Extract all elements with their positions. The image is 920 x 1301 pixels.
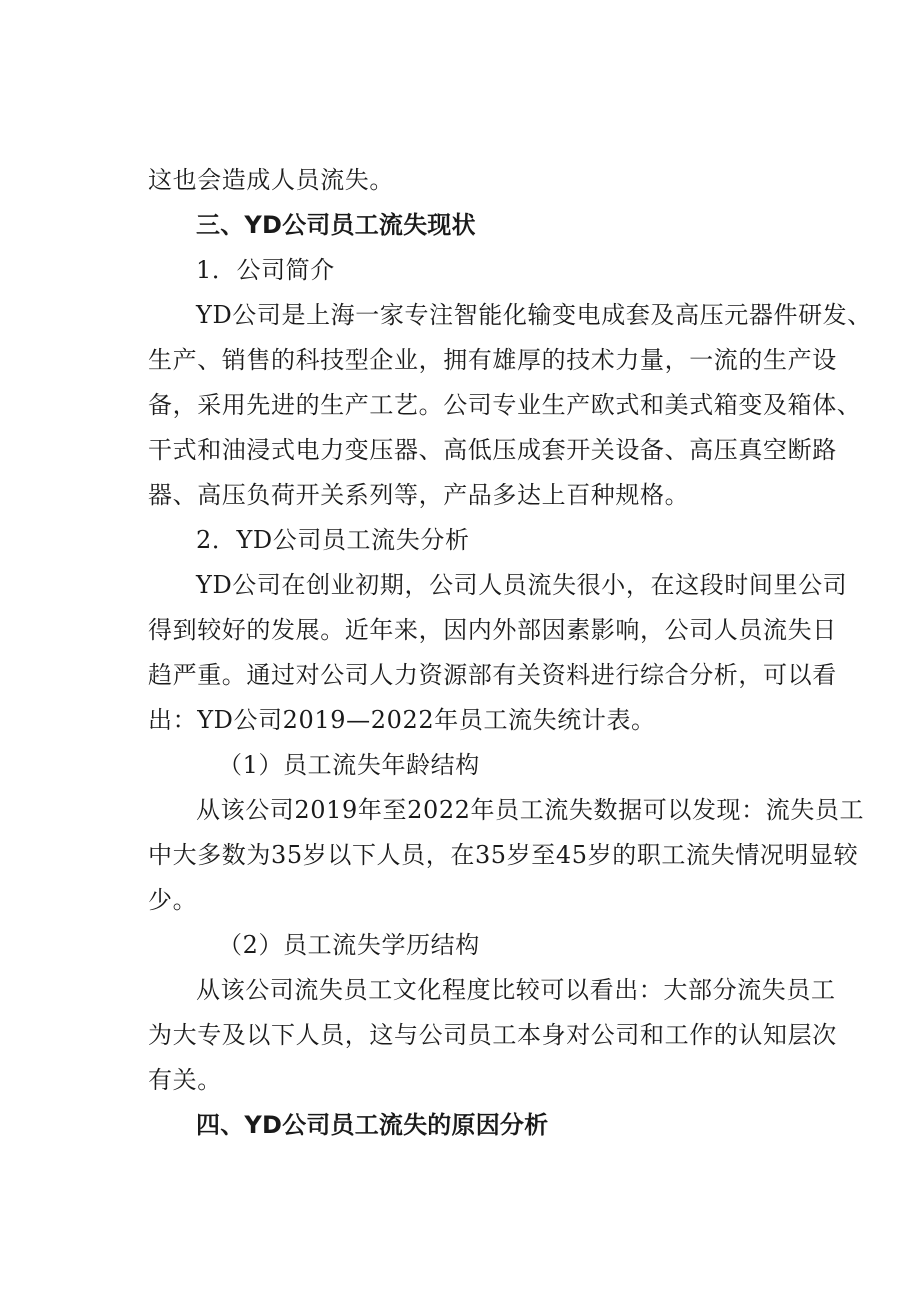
- paragraph-line: 有关。: [148, 1066, 222, 1094]
- paragraph-line: 趋严重。通过对公司人力资源部有关资料进行综合分析，可以看: [148, 661, 837, 689]
- subheading-age-structure: （1）员工流失年龄结构: [218, 751, 480, 779]
- section-heading-3: 三、YD公司员工流失现状: [196, 211, 476, 239]
- paragraph-line: 器、高压负荷开关系列等，产品多达上百种规格。: [148, 481, 690, 509]
- paragraph-line: 干式和油浸式电力变压器、高低压成套开关设备、高压真空断路: [148, 436, 837, 464]
- subheading-education-structure: （2）员工流失学历结构: [218, 931, 480, 959]
- subsection-heading-company-intro: 1．公司简介: [196, 256, 335, 284]
- paragraph-line: YD公司是上海一家专注智能化输变电成套及高压元器件研发、: [196, 301, 872, 329]
- paragraph-line: 备，采用先进的生产工艺。公司专业生产欧式和美式箱变及箱体、: [148, 391, 862, 419]
- section-heading-4: 四、YD公司员工流失的原因分析: [196, 1111, 549, 1139]
- paragraph-line: 生产、销售的科技型企业，拥有雄厚的技术力量，一流的生产设: [148, 346, 837, 374]
- subsection-heading-turnover-analysis: 2．YD公司员工流失分析: [196, 526, 470, 554]
- paragraph-line: 中大多数为35岁以下人员，在35岁至45岁的职工流失情况明显较: [148, 841, 859, 869]
- paragraph-continuation: 这也会造成人员流失。: [148, 166, 394, 194]
- paragraph-line: 从该公司2019年至2022年员工流失数据可以发现：流失员工: [196, 796, 865, 824]
- paragraph-line: 少。: [148, 886, 198, 914]
- paragraph-line: 得到较好的发展。近年来，因内外部因素影响，公司人员流失日: [148, 616, 837, 644]
- paragraph-line: 为大专及以下人员，这与公司员工本身对公司和工作的认知层次: [148, 1021, 837, 1049]
- paragraph-line: 从该公司流失员工文化程度比较可以看出：大部分流失员工: [196, 976, 836, 1004]
- paragraph-line: 出：YD公司2019—2022年员工流失统计表。: [148, 706, 656, 734]
- paragraph-line: YD公司在创业初期，公司人员流失很小，在这段时间里公司: [196, 571, 848, 599]
